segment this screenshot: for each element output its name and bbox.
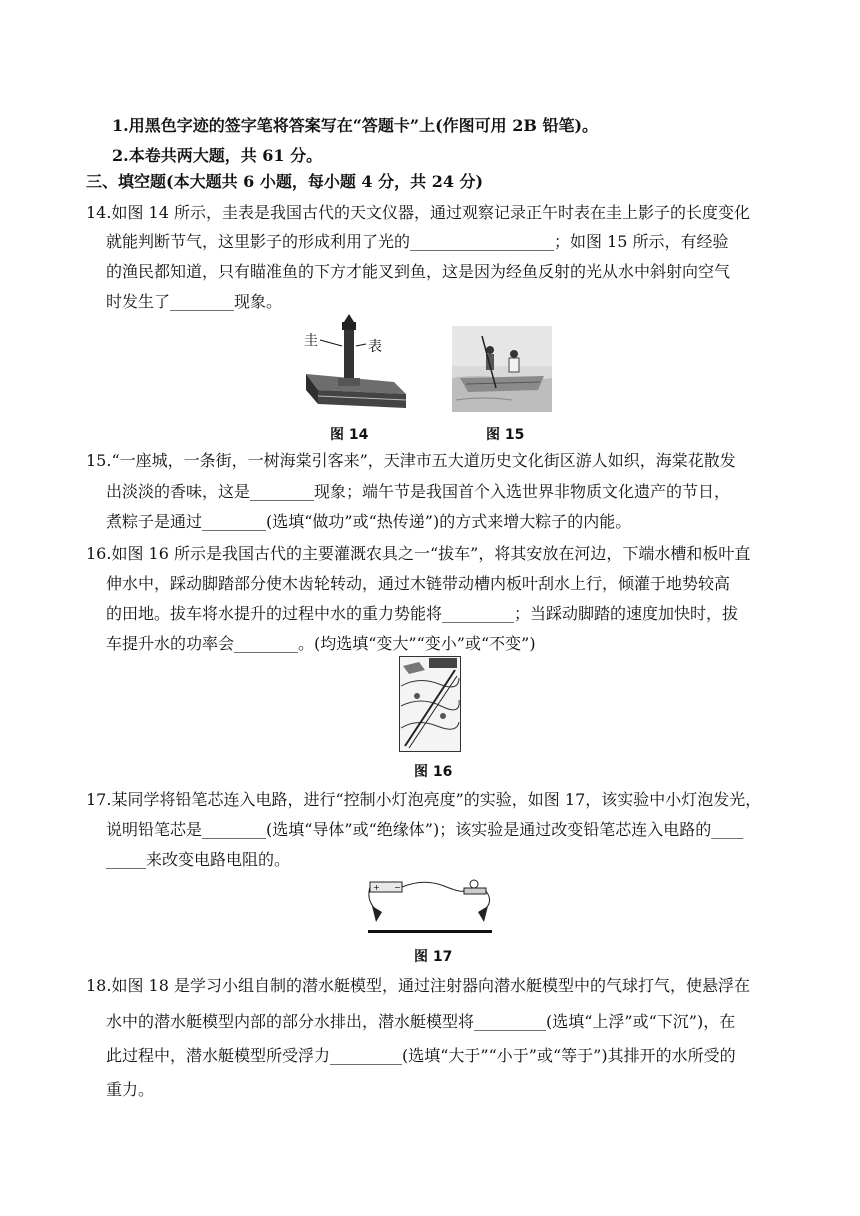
q14-line-3: 的渔民都知道，只有瞄准鱼的下方才能叉到鱼，这是因为经鱼反射的光从水中斜射向空气 [106,262,731,281]
q14-line-2: 就能判断节气，这里影子的形成利用了光的__________________；如图 15 所示，有经验 [106,232,729,251]
figure-14-label-biao: 表 [368,339,382,355]
q18-line-1: 18.如图 18 是学习小组自制的潜水艇模型，通过注射器向潜水艇模型中的气球打气，使悬浮在 [86,976,750,995]
figure-16-pump [399,656,461,752]
q15-line-3: 煮粽子是通过________(选填“做功”或“热传递”)的方式来增大粽子的内能。 [106,512,632,531]
figure-14-label-gui: 圭 [304,333,318,349]
q15-line-1: 15.“一座城，一条街，一树海棠引客来”，天津市五大道历史文化街区游人如织，海棠花散发 [86,451,736,470]
figure-14-gnomon [298,312,410,410]
q18-line-2: 水中的潜水艇模型内部的部分水排出，潜水艇模型将_________(选填“上浮”或“下沉”)，在 [106,1012,736,1031]
q16-line-4: 车提升水的功率会________。(均选填“变大”“变小”或“不变”) [106,634,536,653]
caption-figure-17: 图 17 [414,949,453,965]
q14-line-1: 14.如图 14 所示，圭表是我国古代的天文仪器，通过观察记录正午时表在圭上影子的长度变化 [86,203,750,222]
section-title: 三、填空题(本大题共 6 小题，每小题 4 分，共 24 分) [86,172,484,191]
q17-line-3: _____来改变电路电阻的。 [106,850,291,869]
q17-line-1: 17.某同学将铅笔芯连入电路，进行“控制小灯泡亮度”的实验，如图 17，该实验中小灯泡发光， [86,790,762,809]
note-2: 2.本卷共两大题，共 61 分。 [112,146,323,165]
figure-15-boat [452,326,552,412]
svg-text:+: + [373,883,380,892]
q18-line-4: 重力。 [106,1080,155,1099]
caption-figure-14: 图 14 [330,427,369,443]
caption-figure-16: 图 16 [414,764,453,780]
q15-line-2: 出淡淡的香味，这是________现象；端午节是我国首个入选世界非物质文化遗产的节日， [106,482,731,501]
caption-figure-15: 图 15 [486,427,525,443]
q16-line-1: 16.如图 16 所示是我国古代的主要灌溉农具之一“拔车”，将其安放在河边，下端水槽和板叶直 [86,544,751,563]
q17-line-2: 说明铅笔芯是________(选填“导体”或“绝缘体”)；该实验是通过改变铅笔芯连入电路的____ [106,820,744,839]
q14-line-4: 时发生了________现象。 [106,292,283,311]
q18-line-3: 此过程中，潜水艇模型所受浮力_________(选填“大于”“小于”或“等于”)其排开的水所受的 [106,1046,736,1065]
note-1: 1.用黑色字迹的签字笔将答案写在“答题卡”上(作图可用 2B 铅笔)。 [112,116,599,135]
svg-text:−: − [394,883,401,892]
q16-line-2: 伸水中，踩动脚踏部分使木齿轮转动，通过木链带动槽内板叶刮水上行，倾灌于地势较高 [106,574,731,593]
figure-17-circuit [364,876,496,938]
q16-line-3: 的田地。拔车将水提升的过程中水的重力势能将_________；当踩动脚踏的速度加快时，拔 [106,604,739,623]
